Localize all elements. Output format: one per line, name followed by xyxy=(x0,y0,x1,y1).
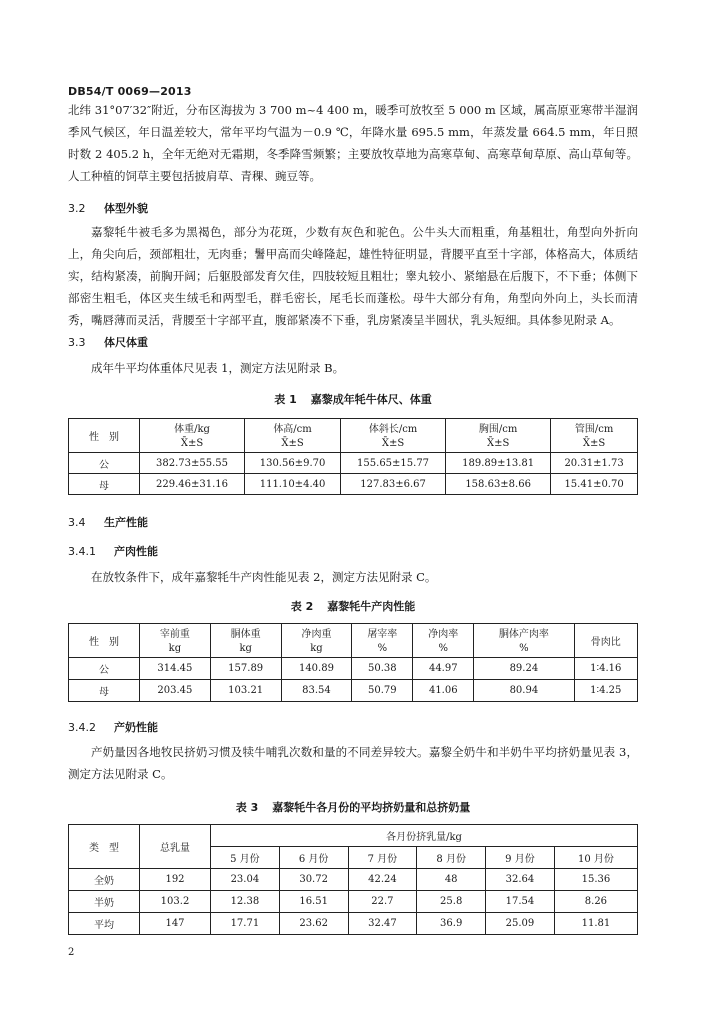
table-row xyxy=(69,869,638,891)
table1-sex: 公 xyxy=(69,453,140,474)
table3-month-header: 7 月份 xyxy=(348,847,417,869)
section-number: 3.4.2 xyxy=(68,721,96,734)
table3-type: 半奶 xyxy=(69,891,140,913)
section-number: 3.3 xyxy=(68,336,86,349)
table1-cell: 158.63±8.66 xyxy=(446,474,551,495)
section-title: 生产性能 xyxy=(104,516,148,529)
table1-sex: 母 xyxy=(69,474,140,495)
table2-cell: 83.54 xyxy=(281,680,352,702)
table3-total: 147 xyxy=(140,913,211,935)
table2-cell: 89.24 xyxy=(474,658,574,680)
table3-cell: 48 xyxy=(417,869,486,891)
table1-cell: 20.31±1.73 xyxy=(551,453,638,474)
table1-col-header: 体重/kg xyxy=(140,419,245,436)
table3-month-header: 5 月份 xyxy=(211,847,280,869)
section-number: 3.4 xyxy=(68,516,86,529)
table2-sex: 公 xyxy=(69,658,140,680)
table2-row-header: 性 别 xyxy=(69,624,140,658)
table3-cell: 32.64 xyxy=(486,869,555,891)
table1-col-stat: X̄±S xyxy=(446,436,551,453)
table-row xyxy=(69,680,638,702)
table3-total-header: 总乳量 xyxy=(140,825,211,869)
table3-cell: 11.81 xyxy=(554,913,637,935)
table3-cell: 42.24 xyxy=(348,869,417,891)
table1-cell: 130.56±9.70 xyxy=(245,453,341,474)
section-title: 体尺体重 xyxy=(104,336,148,349)
section-title: 产奶性能 xyxy=(114,721,158,734)
table2-cell: 140.89 xyxy=(281,658,352,680)
table3-cell: 8.26 xyxy=(554,891,637,913)
table2-cell: 203.45 xyxy=(140,680,211,702)
table2-caption xyxy=(68,598,638,614)
table2-cell: 50.79 xyxy=(352,680,413,702)
table1-row-header: 性 别 xyxy=(69,419,140,453)
table1-col-stat: X̄±S xyxy=(341,436,446,453)
section-3-3-heading xyxy=(68,334,148,350)
table1 xyxy=(68,418,638,495)
table1-cell: 155.65±15.77 xyxy=(341,453,446,474)
table2-cell: 1∶4.16 xyxy=(574,658,637,680)
table1-col-header: 体斜长/cm xyxy=(341,419,446,436)
table-row xyxy=(69,453,638,474)
table3-cell: 17.54 xyxy=(486,891,555,913)
table2-col-header: 屠宰率 xyxy=(352,624,413,641)
table2-col-unit: % xyxy=(352,641,413,658)
table1-cell: 229.46±31.16 xyxy=(140,474,245,495)
table2-title: 嘉黎牦牛产肉性能 xyxy=(327,600,416,613)
table2-cell: 41.06 xyxy=(413,680,474,702)
table2-cell: 50.38 xyxy=(352,658,413,680)
section-3-2-text: 嘉黎牦牛被毛多为黑褐色，部分为花斑，少数有灰色和驼色。公牛头大而粗重，角基粗壮，角型向外折向上，角尖向后，颈部粗壮，无肉垂；鬐甲高而尖峰隆起，雄性特征明显，背腰平直至十字部，体格高大，体质结实，结构紧凑，前胸开阔；后躯股部发育欠佳，四肢较短且粗壮；睾丸较小、紧缩悬在后腹下，不下垂；体侧下部密生粗毛，体区夹生绒毛和两型毛，群毛密长，尾毛长而蓬松。母牛大部分有角，角型向外向上，头长而清秀，嘴唇薄而灵活，背腰至十字部平直，腹部紧凑不下垂，乳房紧凑呈半圆状，乳头短细。具体参见附录 A。 xyxy=(68,225,638,327)
table-row xyxy=(69,913,638,935)
table1-cell: 111.10±4.40 xyxy=(245,474,341,495)
table3-cell: 12.38 xyxy=(211,891,280,913)
table2-sex: 母 xyxy=(69,680,140,702)
section-number: 3.2 xyxy=(68,202,86,215)
table1-caption xyxy=(68,391,638,407)
table3-month-header: 9 月份 xyxy=(486,847,555,869)
table1-title: 嘉黎成年牦牛体尺、体重 xyxy=(310,393,432,406)
table1-col-stat: X̄±S xyxy=(140,436,245,453)
table-row xyxy=(69,891,638,913)
table2-col-unit: % xyxy=(474,641,574,658)
table3-caption xyxy=(68,799,638,815)
table3-cell: 25.8 xyxy=(417,891,486,913)
table3-cell: 30.72 xyxy=(279,869,348,891)
table3-cell: 22.7 xyxy=(348,891,417,913)
section-3-3-text: 成年牛平均体重体尺见表 1，测定方法见附录 B。 xyxy=(91,361,345,375)
table2-cell: 1∶4.25 xyxy=(574,680,637,702)
section-number: 3.4.1 xyxy=(68,545,96,558)
table1-cell: 382.73±55.55 xyxy=(140,453,245,474)
table2-cell: 103.21 xyxy=(210,680,281,702)
table2-col-header: 骨肉比 xyxy=(574,624,637,658)
section-3-2-heading xyxy=(68,200,148,216)
table2-cell: 314.45 xyxy=(140,658,211,680)
table3-cell: 17.71 xyxy=(211,913,280,935)
table2-col-unit: % xyxy=(413,641,474,658)
table2-col-header: 胴体产肉率 xyxy=(474,624,574,641)
table1-cell: 189.89±13.81 xyxy=(446,453,551,474)
table3 xyxy=(68,824,638,935)
table3-type-header: 类 型 xyxy=(69,825,140,869)
section-3-4-1-text: 在放牧条件下，成年嘉黎牦牛产肉性能见表 2，测定方法见附录 C。 xyxy=(91,570,437,584)
table1-col-header: 胸围/cm xyxy=(446,419,551,436)
table2-col-unit: kg xyxy=(210,641,281,658)
table2 xyxy=(68,623,638,702)
table1-label: 表 1 xyxy=(274,393,297,406)
section-3-4-2-text: 产奶量因各地牧民挤奶习惯及犊牛哺乳次数和量的不同差异较大。嘉黎全奶牛和半奶牛平均挤奶量见表 3，测定方法见附录 C。 xyxy=(68,745,638,781)
table2-col-header: 胴体重 xyxy=(210,624,281,641)
table1-cell: 127.83±6.67 xyxy=(341,474,446,495)
document-code: DB54/T 0069—2013 xyxy=(68,85,192,98)
table3-cell: 36.9 xyxy=(417,913,486,935)
table2-col-header: 宰前重 xyxy=(140,624,211,641)
table1-col-stat: X̄±S xyxy=(551,436,638,453)
table3-total: 103.2 xyxy=(140,891,211,913)
table3-month-header: 8 月份 xyxy=(417,847,486,869)
table2-col-unit: kg xyxy=(281,641,352,658)
table3-label: 表 3 xyxy=(235,801,259,814)
table2-col-header: 净肉重 xyxy=(281,624,352,641)
section-title: 产肉性能 xyxy=(114,545,158,558)
table3-cell: 32.47 xyxy=(348,913,417,935)
intro-paragraph: 北纬 31°07′32″附近，分布区海拔为 3 700 m~4 400 m，暖季可放牧至 5 000 m 区域，属高原亚寒带半湿润季风气候区，年日温差较大，常年平均气温为－0.9 ℃，年降水量 695.5 mm，年蒸发量 664.5 mm，年日照时数 2 405.2 h，全年无绝对无霜期，冬季降雪频繁；主要放牧草地为高寒草甸、高寒草甸草原、高山草甸等。人工种植的饲草主要包括披肩草、青稞、豌豆等。 xyxy=(68,103,638,183)
table3-month-header: 6 月份 xyxy=(279,847,348,869)
table3-cell: 15.36 xyxy=(554,869,637,891)
table3-cell: 25.09 xyxy=(486,913,555,935)
table1-col-header: 管围/cm xyxy=(551,419,638,436)
section-3-4-heading xyxy=(68,514,148,530)
table3-cell: 23.04 xyxy=(211,869,280,891)
table3-cell: 16.51 xyxy=(279,891,348,913)
table3-type: 平均 xyxy=(69,913,140,935)
table3-cell: 23.62 xyxy=(279,913,348,935)
table1-col-header: 体高/cm xyxy=(245,419,341,436)
section-3-4-2-heading xyxy=(68,719,158,735)
table3-type: 全奶 xyxy=(69,869,140,891)
table2-col-unit: kg xyxy=(140,641,211,658)
page-number: 2 xyxy=(68,947,75,958)
table-row xyxy=(69,658,638,680)
table3-total: 192 xyxy=(140,869,211,891)
table2-col-header: 净肉率 xyxy=(413,624,474,641)
section-title: 体型外貌 xyxy=(104,202,148,215)
table3-month-header: 10 月份 xyxy=(554,847,637,869)
section-3-4-1-heading xyxy=(68,543,158,559)
table3-group-header: 各月份挤乳量/kg xyxy=(211,825,638,847)
table3-title: 嘉黎牦牛各月份的平均挤奶量和总挤奶量 xyxy=(272,801,471,814)
table1-cell: 15.41±0.70 xyxy=(551,474,638,495)
table-row xyxy=(69,474,638,495)
table2-label: 表 2 xyxy=(290,600,314,613)
table2-cell: 80.94 xyxy=(474,680,574,702)
table2-cell: 44.97 xyxy=(413,658,474,680)
table2-cell: 157.89 xyxy=(210,658,281,680)
table1-col-stat: X̄±S xyxy=(245,436,341,453)
